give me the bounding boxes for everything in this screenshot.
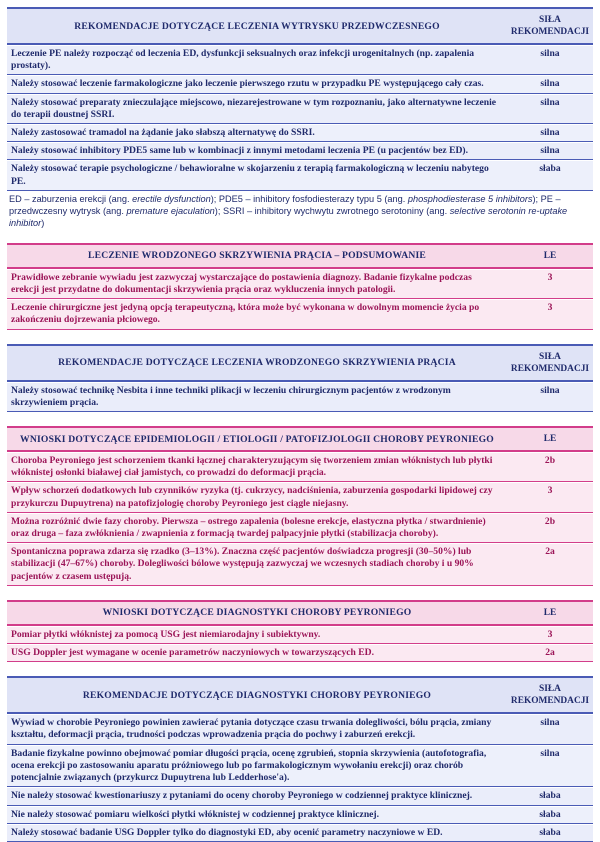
table-row xyxy=(7,94,593,124)
table-row xyxy=(7,75,593,93)
table-title: WNIOSKI DOTYCZĄCE DIAGNOSTYKI CHOROBY PEYRONIEGO xyxy=(102,607,412,619)
table-body xyxy=(7,45,593,191)
table-row xyxy=(7,513,593,543)
note-term: erectile dysfunction xyxy=(132,193,211,204)
row-value: 2a xyxy=(545,546,555,558)
row-text: Należy stosować badanie USG Doppler tylko do diagnostyki ED, aby ocenić parametry naczyniowe w ED. xyxy=(11,826,443,838)
row-value: silna xyxy=(540,78,560,90)
note-text: ); PDE5 – inhibitory fosfodiesterazy typu 5 (ang. xyxy=(210,193,408,204)
row-text: Spontaniczna poprawa zdarza się rzadko (3–13%). Znaczna część pacjentów doświadcza progresji (30–50%) lub stabilizacji (47–67%) choroby. Dolegliwości bólowe występują zazwyczaj we wczesnych stadiach choroby i u 90% pacjentów z czasem ustępują. xyxy=(11,546,474,582)
row-value: 3 xyxy=(547,271,553,283)
row-value: silna xyxy=(540,747,560,759)
peyronie-epidemiology-table xyxy=(7,426,593,586)
note-text: ) xyxy=(41,217,45,228)
table-row xyxy=(7,806,593,824)
pe-recommendations-table xyxy=(7,7,593,191)
row-text: Pomiar płytki włóknistej za pomocą USG jest niemiarodajny i subiektywny. xyxy=(11,628,321,640)
table-row xyxy=(7,787,593,805)
table-body xyxy=(7,714,593,842)
row-text: Należy stosować inhibitory PDE5 same lub w kombinacji z innymi metodami leczenia PE (u pacjentów bez ED). xyxy=(11,145,469,157)
table-header xyxy=(7,243,593,269)
row-value: silna xyxy=(540,96,560,108)
table-header xyxy=(7,7,593,45)
table-row xyxy=(7,626,593,644)
column-header: LE xyxy=(543,250,557,261)
table-header xyxy=(7,600,593,626)
row-value: silna xyxy=(540,48,560,59)
table-row xyxy=(7,45,593,75)
column-header: LE xyxy=(543,434,557,445)
table-row xyxy=(7,269,593,299)
column-header: SIŁA REKOMENDACJI xyxy=(510,351,590,374)
row-value: silna xyxy=(540,127,560,139)
row-text: USG Doppler jest wymagane w ocenie parametrów naczyniowych w towarzyszących ED. xyxy=(11,647,374,659)
table-title: REKOMENDACJE DOTYCZĄCE LECZENIA WRODZONEGO SKRZYWIENIA PRĄCIA xyxy=(58,357,456,369)
note-text: ); PE – przedwczesny wytrysk (ang. xyxy=(9,193,561,216)
row-text: Leczenie PE należy rozpocząć od leczenia ED, dysfunkcji seksualnych oraz infekcji urogenitalnych (np. zapalenia prostaty). xyxy=(11,48,475,72)
row-text: Należy stosować terapie psychologiczne / behawioralne w skojarzeniu z terapią farmakologiczną w leczeniu nabytego PE. xyxy=(11,163,489,187)
note-text: ED – zaburzenia erekcji (ang. xyxy=(9,193,133,204)
table-row xyxy=(7,382,593,412)
row-text: Prawidłowe zebranie wywiadu jest zazwyczaj wystarczające do postawienia diagnozy. Badanie fizykalne podczas erekcji jest przydatne do dokumentacji skrzywienia prącia oraz wykluczenia innych patologii. xyxy=(11,271,472,296)
column-header: SIŁA REKOMENDACJI xyxy=(510,15,590,37)
row-text: Nie należy stosować kwestionariuszy z pytaniami do oceny choroby Peyroniego w codziennej praktyce klinicznej. xyxy=(11,790,473,802)
row-value: silna xyxy=(540,384,560,396)
row-text: Choroba Peyroniego jest schorzeniem tkanki łącznej charakteryzującym się tworzeniem zmian włóknistych lub płytki włóknistej osłonki białawej ciał jamistych, co prowadzi do deformacji prącia. xyxy=(11,455,493,479)
row-value: słaba xyxy=(539,808,561,820)
note-term: selective serotonin re-uptake inhibitor xyxy=(9,205,568,228)
row-value: 2a xyxy=(545,647,555,659)
table-row xyxy=(7,745,593,788)
table-body xyxy=(7,452,593,586)
congenital-curvature-summary-table xyxy=(7,243,593,330)
table-row xyxy=(7,299,593,329)
table-header xyxy=(7,426,593,452)
row-text: Można rozróżnić dwie fazy choroby. Pierwsza – ostrego zapalenia (bolesne erekcje, elastyczna płytka / stwardnienie) oraz druga – faza zwłóknienia / zwapnienia z formacją twardej palpacyjnie płytki (stabilizacja choroby). xyxy=(11,515,486,540)
row-value: słaba xyxy=(539,163,561,175)
row-text: Badanie fizykalne powinno obejmować pomiar długości prącia, ocenę zgrubień, stopnia skrzywienia (autofotografia, ocena erekcji po zastosowaniu aparatu próżniowego lub po farmakologicznym wywołaniu erekcji) oraz chorób potencjalnie związanych (przykurcz Dupuytrena lub Ledderhose'a). xyxy=(11,747,487,784)
row-text: Wpływ schorzeń dodatkowych lub czynników ryzyka (tj. cukrzycy, nadciśnienia, zaburzenia gospodarki lipidowej czy przykurczu Dupuytrena) na patofizjologię choroby Peyroniego jest ciągle niejasny. xyxy=(11,485,493,509)
table-header xyxy=(7,676,593,714)
note-term: phosphodiesterase 5 inhibitors xyxy=(407,193,533,204)
row-value: 2b xyxy=(544,515,556,527)
abbreviations-note xyxy=(7,193,593,229)
table-body xyxy=(7,269,593,330)
row-text: Nie należy stosować pomiaru wielkości płytki włóknistej w codziennej praktyce klinicznej. xyxy=(11,808,380,820)
row-value: 2b xyxy=(544,455,556,467)
table-row xyxy=(7,482,593,512)
row-value: silna xyxy=(540,145,560,157)
table-title: REKOMENDACJE DOTYCZĄCE DIAGNOSTYKI CHOROBY PEYRONIEGO xyxy=(82,689,432,701)
row-value: 3 xyxy=(547,485,553,497)
row-value: słaba xyxy=(539,790,561,802)
table-body xyxy=(7,626,593,662)
table-row xyxy=(7,543,593,586)
table-row xyxy=(7,160,593,190)
table-title: LECZENIE WRODZONEGO SKRZYWIENIA PRĄCIA – PODSUMOWANIE xyxy=(88,250,426,262)
row-value: silna xyxy=(540,717,560,729)
table-header xyxy=(7,344,593,382)
column-header: SIŁA REKOMENDACJI xyxy=(510,684,590,707)
peyronie-diagnostics-recommendations-table xyxy=(7,676,593,842)
table-row xyxy=(7,714,593,744)
table-title: REKOMENDACJE DOTYCZĄCE LECZENIA WYTRYSKU PRZEDWCZESNEGO xyxy=(74,20,440,32)
table-row xyxy=(7,824,593,842)
peyronie-diagnostics-conclusions-table xyxy=(7,600,593,662)
row-text: Należy stosować preparaty znieczulające miejscowo, niezarejestrowane w tym rozpoznaniu, jako alternatywne leczenie do terapii doustnej SSRI. xyxy=(11,96,496,120)
page xyxy=(7,0,593,842)
table-title: WNIOSKI DOTYCZĄCE EPIDEMIOLOGII / ETIOLOGII / PATOFIZJOLOGII CHOROBY PEYRONIEGO xyxy=(20,433,494,445)
note-text: ); SSRI – inhibitory wychwytu zwrotnego serotoniny (ang. xyxy=(214,205,450,216)
table-body xyxy=(7,382,593,412)
row-text: Leczenie chirurgiczne jest jedyną opcją terapeutyczną, która może być wykonana w dowolnym momencie życia po zakończeniu dojrzewania płciowego. xyxy=(11,302,480,326)
congenital-curvature-recommendations-table xyxy=(7,344,593,412)
row-value: 3 xyxy=(547,628,553,640)
row-text: Należy stosować technikę Nesbita i inne techniki plikacji w leczeniu chirurgicznym pacjentów z wrodzonym skrzywieniem prącia. xyxy=(11,384,451,408)
table-row xyxy=(7,124,593,142)
table-row xyxy=(7,452,593,482)
row-value: słaba xyxy=(539,826,561,838)
row-text: Należy zastosować tramadol na żądanie jako słabszą alternatywę do SSRI. xyxy=(11,127,315,139)
row-text: Wywiad w chorobie Peyroniego powinien zawierać pytania dotyczące czasu trwania dolegliwości, bólu prącia, zmiany kształtu, deformacji prącia, trudności podczas wprowadzenia prącia do pochwy i zaburzeń erekcji. xyxy=(11,717,492,741)
row-value: 3 xyxy=(547,302,553,314)
row-text: Należy stosować leczenie farmakologiczne jako leczenie pierwszego rzutu w przypadku PE występującego cały czas. xyxy=(11,78,484,90)
note-term: premature ejaculation xyxy=(126,205,215,216)
column-header: LE xyxy=(543,607,557,618)
table-row xyxy=(7,142,593,160)
table-row xyxy=(7,644,593,662)
